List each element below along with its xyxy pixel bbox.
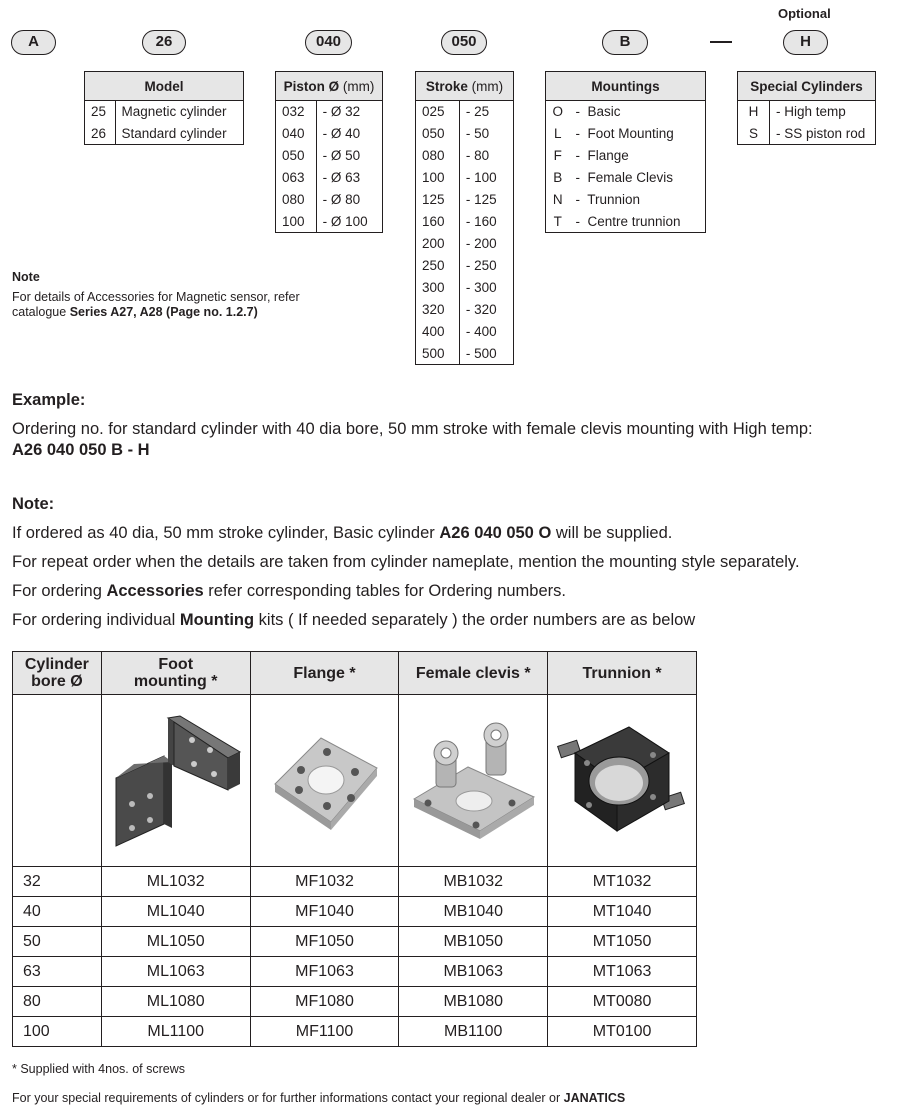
table-row: 26 Standard cylinder bbox=[85, 123, 244, 145]
table-row: 100 - Ø 100 bbox=[276, 211, 383, 233]
code-pill-stroke: 050 bbox=[441, 30, 487, 55]
image-row bbox=[13, 695, 697, 867]
table-row: O - Basic bbox=[552, 104, 621, 120]
mountings-header: Mountings bbox=[546, 72, 706, 101]
flange-image bbox=[250, 695, 399, 867]
table-row: L - Foot Mounting bbox=[553, 126, 674, 141]
table-row: 200 - 200 bbox=[416, 233, 514, 255]
trunnion-icon bbox=[557, 713, 687, 843]
col-header-trunnion: Trunnion * bbox=[548, 652, 697, 695]
table-row: 320 - 320 bbox=[416, 299, 514, 321]
optional-label: Optional bbox=[778, 6, 831, 21]
note-line-2: For repeat order when the details are taken from cylinder nameplate, mention the mounting style separately. bbox=[12, 553, 800, 571]
table-row: 300 - 300 bbox=[416, 277, 514, 299]
table-row: 50 ML1050 MF1050 MB1050 MT1050 bbox=[13, 927, 697, 957]
table-row: 40 ML1040 MF1040 MB1040 MT1040 bbox=[13, 897, 697, 927]
piston-table bbox=[275, 71, 383, 233]
col-header-bore: Cylinder bore Ø bbox=[13, 652, 102, 695]
accessories-note bbox=[12, 270, 300, 320]
table-row: 050 - 50 bbox=[416, 123, 514, 145]
table-row: 032 - Ø 32 bbox=[276, 101, 383, 123]
table-row: 040 - Ø 40 bbox=[276, 123, 383, 145]
model-table bbox=[84, 71, 244, 145]
table-row: 160 - 160 bbox=[416, 211, 514, 233]
note-line-3: For ordering Accessories refer corresponding tables for Ordering numbers. bbox=[12, 582, 566, 600]
code-dash bbox=[710, 41, 732, 43]
table-row: 32 ML1032 MF1032 MB1032 MT1032 bbox=[13, 867, 697, 897]
table-row: 125 - 125 bbox=[416, 189, 514, 211]
example-heading: Example: bbox=[12, 391, 86, 409]
female-clevis-image bbox=[399, 695, 548, 867]
table-row: 500 - 500 bbox=[416, 343, 514, 365]
foot-mounting-image bbox=[101, 695, 250, 867]
code-pill-piston: 040 bbox=[305, 30, 352, 55]
table-row: 063 - Ø 63 bbox=[276, 167, 383, 189]
table-row: F - Flange bbox=[553, 148, 629, 163]
table-row: T - Centre trunnion bbox=[553, 213, 681, 229]
stroke-table bbox=[415, 71, 514, 365]
table-row: 63 ML1063 MF1063 MB1063 MT1063 bbox=[13, 957, 697, 987]
table-row: H - High temp bbox=[738, 101, 876, 123]
note-heading: Note bbox=[12, 270, 40, 284]
flange-icon bbox=[265, 718, 385, 838]
example-text: Ordering no. for standard cylinder with 40 dia bore, 50 mm stroke with female clevis mounting with High temp: bbox=[12, 420, 813, 438]
special-cylinders-table bbox=[737, 71, 876, 145]
table-row: 400 - 400 bbox=[416, 321, 514, 343]
example-code: A26 040 050 B - H bbox=[12, 441, 150, 459]
note-line: For details of Accessories for Magnetic sensor, refer bbox=[12, 290, 300, 304]
code-pill-mounting: B bbox=[602, 30, 648, 55]
special-header: Special Cylinders bbox=[738, 72, 876, 101]
table-row: 100 ML1100 MF1100 MB1100 MT0100 bbox=[13, 1017, 697, 1047]
note-line-1: If ordered as 40 dia, 50 mm stroke cylinder, Basic cylinder A26 040 050 O will be supplied. bbox=[12, 524, 673, 542]
table-row: 80 ML1080 MF1080 MB1080 MT0080 bbox=[13, 987, 697, 1017]
female-clevis-icon bbox=[408, 713, 538, 843]
mounting-kits-table bbox=[12, 651, 697, 1047]
table-row: N - Trunnion bbox=[552, 192, 641, 207]
col-header-foot: Foot mounting * bbox=[101, 652, 250, 695]
contact-line: For your special requirements of cylinders or for further informations contact your regional dealer or JANATICS bbox=[12, 1091, 626, 1105]
piston-header: Piston Ø (mm) bbox=[276, 72, 383, 101]
note-heading-main: Note: bbox=[12, 495, 55, 513]
table-row: 080 - 80 bbox=[416, 145, 514, 167]
note-line: catalogue Series A27, A28 (Page no. 1.2.7) bbox=[12, 305, 258, 319]
stroke-header: Stroke (mm) bbox=[416, 72, 514, 101]
table-row: 100 - 100 bbox=[416, 167, 514, 189]
table-row: 025 - 25 bbox=[416, 101, 514, 123]
table-row: 080 - Ø 80 bbox=[276, 189, 383, 211]
table-row: B - Female Clevis bbox=[553, 170, 674, 185]
col-header-flange: Flange * bbox=[250, 652, 399, 695]
code-pill-model: 26 bbox=[142, 30, 186, 55]
foot-mounting-icon bbox=[106, 708, 246, 848]
mountings-table bbox=[545, 71, 706, 233]
screws-footnote: * Supplied with 4nos. of screws bbox=[12, 1062, 186, 1076]
table-row: 25 Magnetic cylinder bbox=[85, 101, 244, 123]
code-pill-special: H bbox=[783, 30, 828, 55]
model-header: Model bbox=[85, 72, 244, 101]
table-row: S - SS piston rod bbox=[738, 123, 876, 145]
col-header-female-clevis: Female clevis * bbox=[399, 652, 548, 695]
note-line-4: For ordering individual Mounting kits ( If needed separately ) the order numbers are as below bbox=[12, 611, 696, 629]
trunnion-image bbox=[548, 695, 697, 867]
table-row: 050 - Ø 50 bbox=[276, 145, 383, 167]
table-row: 250 - 250 bbox=[416, 255, 514, 277]
code-pill-series: A bbox=[11, 30, 56, 55]
